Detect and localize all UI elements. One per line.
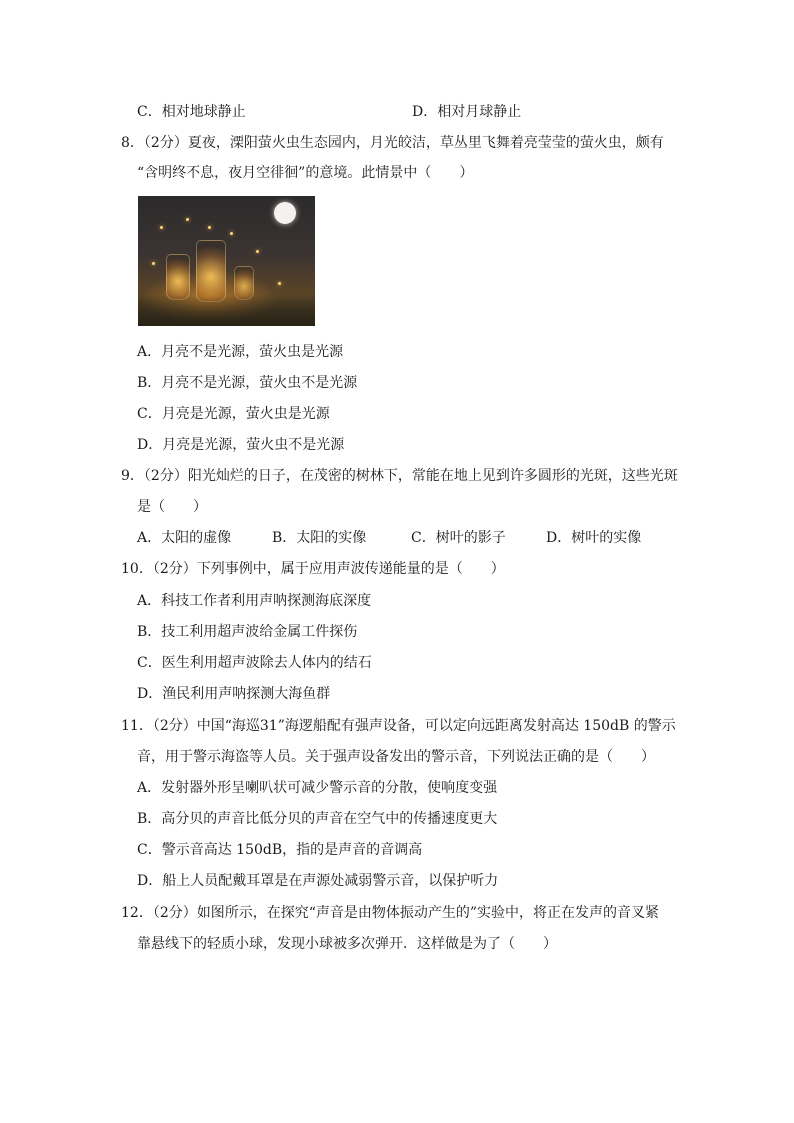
firefly bbox=[160, 226, 163, 229]
firefly bbox=[208, 226, 211, 229]
q11-option-a: A．发射器外形呈喇叭状可减少警示音的分散，使响度变强 bbox=[137, 780, 498, 796]
q8-stem-line1: 8．（2分）夏夜，溧阳萤火虫生态园内，月光皎洁，草丛里飞舞着亮莹莹的萤火虫，颇有 bbox=[121, 135, 664, 151]
q9-stem-line2: 是（ ） bbox=[137, 499, 207, 515]
firefly bbox=[230, 232, 233, 235]
q8-option-c: C．月亮是光源，萤火虫是光源 bbox=[137, 406, 330, 422]
firefly-moon-photo bbox=[138, 196, 315, 326]
q7-option-d: D．相对月球静止 bbox=[412, 104, 522, 120]
q8-stem-line2: “含明终不息，夜月空徘徊”的意境。此情景中（ ） bbox=[137, 165, 474, 181]
q10-option-b: B．技工利用超声波给金属工件探伤 bbox=[137, 624, 358, 640]
q8-option-b: B．月亮不是光源，萤火虫不是光源 bbox=[137, 375, 358, 391]
q9-option-d: D．树叶的实像 bbox=[546, 530, 642, 546]
firefly bbox=[256, 250, 259, 253]
q11-option-d: D．船上人员配戴耳罩是在声源处减弱警示音，以保护听力 bbox=[137, 873, 499, 889]
q11-stem-line2: 音，用于警示海盗等人员。关于强声设备发出的警示音，下列说法正确的是（ ） bbox=[137, 749, 655, 765]
q11-option-b: B．高分贝的声音比低分贝的声音在空气中的传播速度更大 bbox=[137, 811, 498, 827]
q9-option-a: A．太阳的虚像 bbox=[137, 530, 232, 546]
q7-option-c: C．相对地球静止 bbox=[137, 104, 246, 120]
q12-stem-line1: 12．（2分）如图所示，在探究“声音是由物体振动产生的”实验中，将正在发声的音叉紧 bbox=[121, 905, 660, 921]
firefly bbox=[278, 282, 281, 285]
q10-option-d: D．渔民利用声呐探测大海鱼群 bbox=[137, 686, 331, 702]
q9-option-c: C．树叶的影子 bbox=[411, 530, 506, 546]
q11-option-c: C．警示音高达 150dB，指的是声音的音调高 bbox=[137, 842, 423, 858]
glowing-jar bbox=[234, 266, 254, 300]
q10-option-a: A．科技工作者利用声呐探测海底深度 bbox=[137, 593, 372, 609]
q8-option-d: D．月亮是光源，萤火虫不是光源 bbox=[137, 437, 345, 453]
firefly bbox=[152, 262, 155, 265]
moon-icon bbox=[274, 202, 296, 224]
q9-stem-line1: 9．（2分）阳光灿烂的日子，在茂密的树林下，常能在地上见到许多圆形的光斑，这些光斑 bbox=[121, 468, 678, 484]
q9-option-b: B．太阳的实像 bbox=[272, 530, 367, 546]
q10-option-c: C．医生利用超声波除去人体内的结石 bbox=[137, 655, 372, 671]
glowing-jar bbox=[196, 240, 226, 302]
firefly bbox=[186, 218, 189, 221]
grass-foreground bbox=[138, 296, 315, 326]
glowing-jar bbox=[166, 254, 190, 300]
q8-option-a: A．月亮不是光源，萤火虫是光源 bbox=[137, 344, 344, 360]
q12-stem-line2: 靠悬线下的轻质小球，发现小球被多次弹开．这样做是为了（ ） bbox=[137, 936, 557, 952]
q10-stem: 10．（2分）下列事例中，属于应用声波传递能量的是（ ） bbox=[121, 561, 505, 577]
q11-stem-line1: 11．（2分）中国“海巡31”海逻船配有强声设备，可以定向远距离发射高达 150dB 的警示 bbox=[121, 718, 676, 734]
